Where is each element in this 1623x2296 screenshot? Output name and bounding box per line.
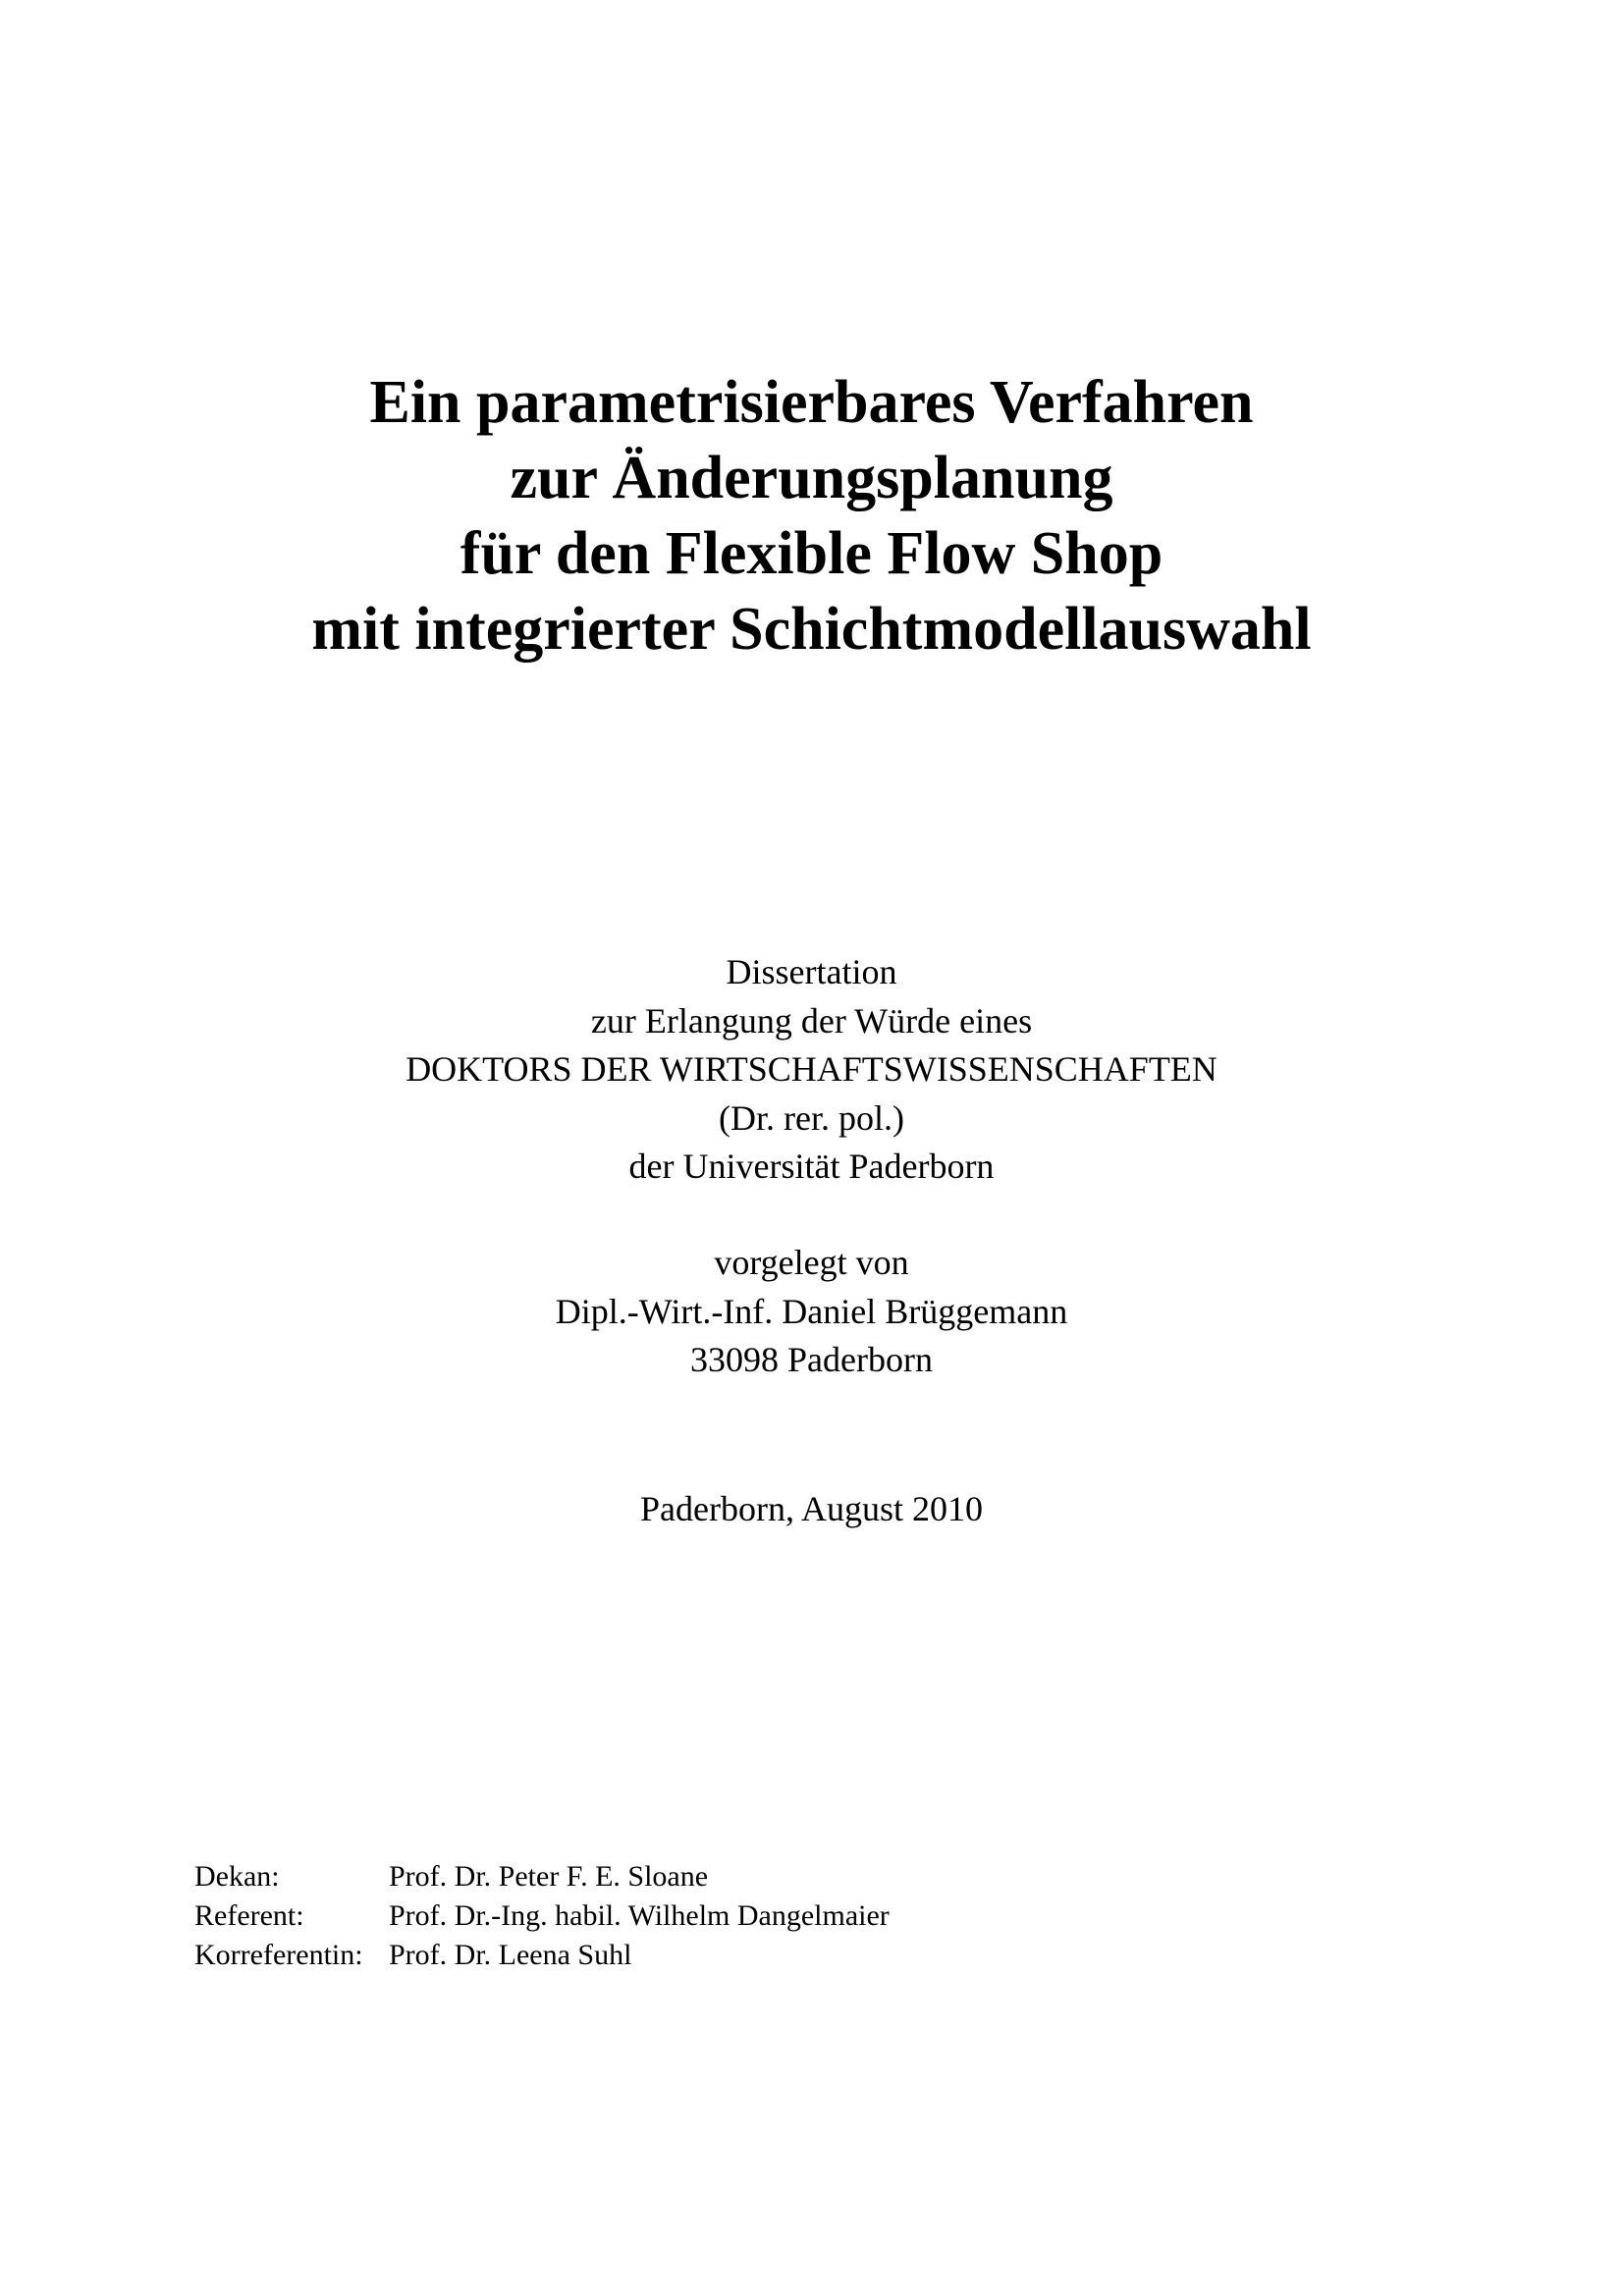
author-city: 33098 Paderborn <box>690 1340 933 1379</box>
title-line: zur Änderungsplanung <box>510 445 1113 511</box>
committee-row <box>194 1936 890 1975</box>
author-name: Dipl.-Wirt.-Inf. Daniel Brüggemann <box>555 1291 1068 1331</box>
title-line: Ein parametrisierbares Verfahren <box>369 369 1254 436</box>
author-block <box>0 1239 1623 1385</box>
dissertation-line: zur Erlangung der Würde eines <box>590 1000 1033 1041</box>
committee-row <box>194 1896 890 1936</box>
committee-role: Dekan: <box>194 1860 280 1893</box>
committee-name: Prof. Dr. Peter F. E. Sloane <box>389 1860 709 1893</box>
place-and-date <box>0 1485 1623 1534</box>
dissertation-statement <box>0 948 1623 1192</box>
committee-row <box>194 1857 890 1896</box>
committee-name: Prof. Dr.-Ing. habil. Wilhelm Dangelmaier <box>389 1899 890 1932</box>
university-name: der Universität Paderborn <box>628 1147 995 1186</box>
degree-abbreviation: (Dr. rer. pol.) <box>719 1097 904 1138</box>
title-line: für den Flexible Flow Shop <box>460 520 1163 587</box>
committee-list <box>194 1857 890 1975</box>
committee-role: Referent: <box>194 1899 304 1932</box>
dissertation-line: Dissertation <box>726 952 897 991</box>
thesis-title <box>0 365 1623 667</box>
date-line: Paderborn, August 2010 <box>640 1489 983 1528</box>
committee-role: Korreferentin: <box>194 1939 363 1971</box>
degree-name: DOKTORS DER WIRTSCHAFTSWISSENSCHAFTEN <box>406 1049 1217 1089</box>
committee-name: Prof. Dr. Leena Suhl <box>389 1939 632 1971</box>
submitted-by-label: vorgelegt von <box>714 1243 909 1282</box>
title-line: mit integrierter Schichtmodellauswahl <box>311 596 1312 663</box>
